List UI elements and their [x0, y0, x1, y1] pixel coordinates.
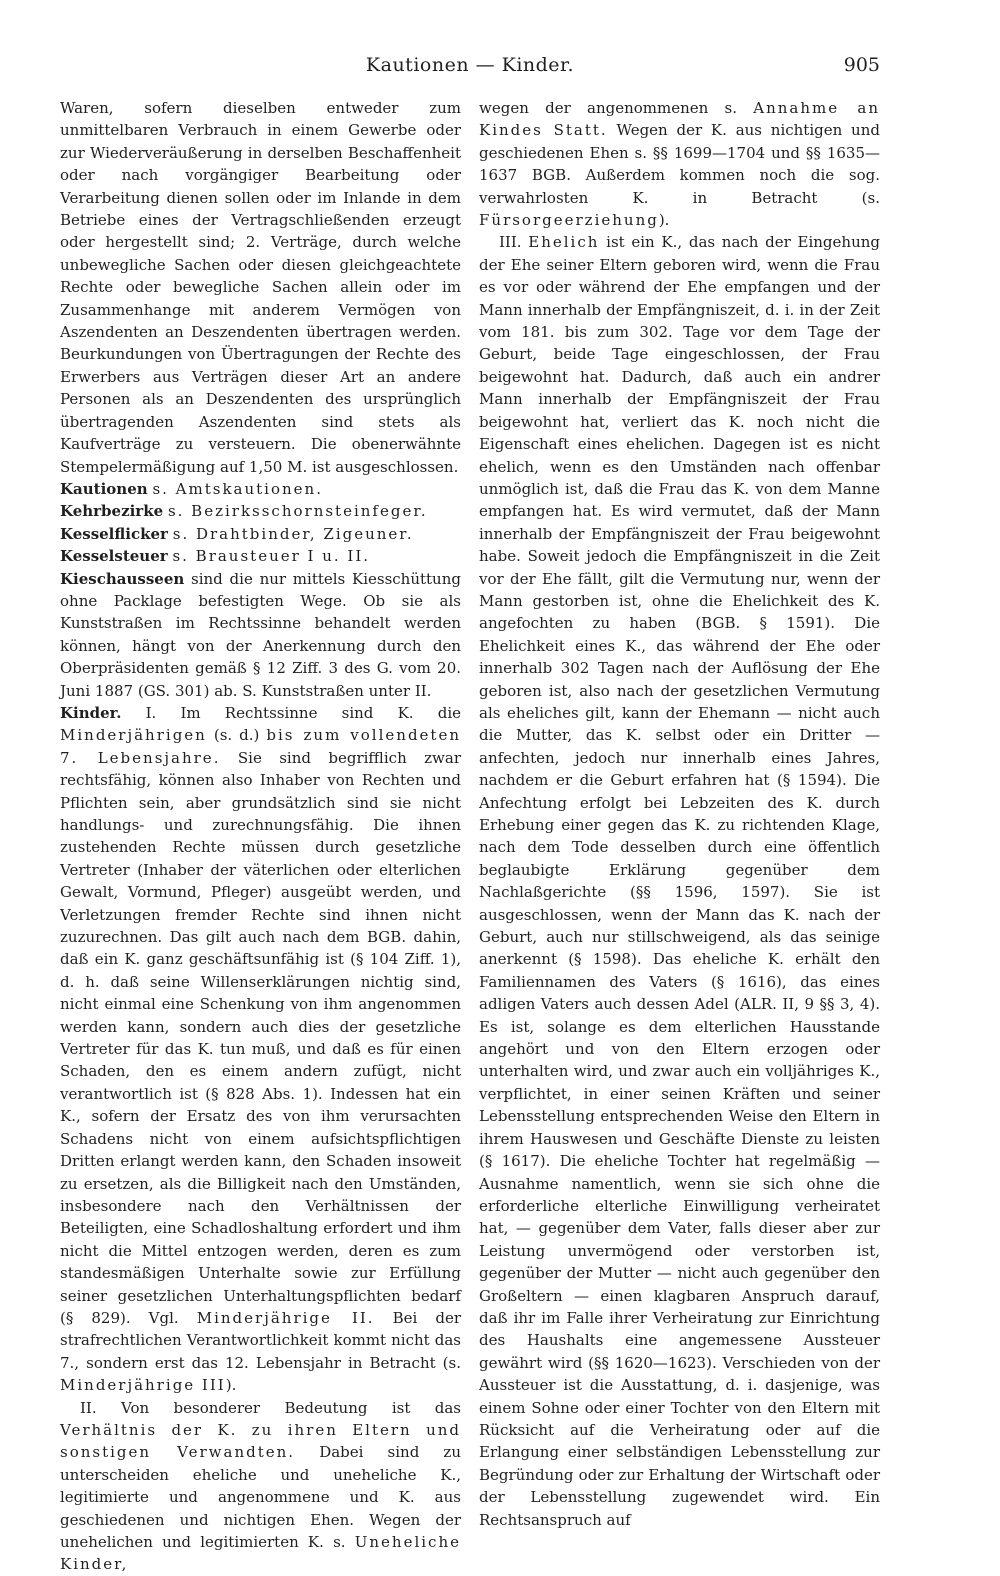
- page-header: [60, 48, 880, 88]
- paragraph-text: II. Von besonderer Bedeutung ist das: [80, 1398, 461, 1417]
- cross-reference: s. Brausteuer I u. II.: [172, 547, 371, 566]
- entry-kinder: [60, 702, 461, 1397]
- text-columns: [60, 97, 880, 1574]
- paragraph-continuation: Waren, sofern dieselben entweder zum unmittelbaren Verbrauch in einem Gewerbe oder zur Wiederveräußerung in derselben Beschaffenheit oder nach vorgängiger Bearbeitung oder Verarbeitung dienen sollen oder im Inlande in dem Betriebe eines der Vertragschließenden erzeugt oder hergestellt sind; 2. Verträge, durch welche unbewegliche Sachen oder diesen gleichgeachtete Rechte oder bewegliche Sachen allein oder im Zusammenhange mit anderem Vermögen von Aszendenten an Deszendenten übertragen werden. Beurkundungen von Übertragungen der Rechte des Erwerbers aus Verträgen dieser Art an andere Personen als an Deszendenten des ursprünglich übertragenden Aszendenten sind stets als Kaufverträge zu versteuern. Die obenerwähnte Stempelermäßigung auf 1,50 M. ist ausgeschlossen.: [60, 99, 461, 476]
- spaced-term: Ehelich: [528, 233, 600, 252]
- paragraph-continuation: [479, 97, 880, 231]
- left-column: [60, 97, 461, 1574]
- spaced-term: Verhältnis der K. zu ihren Eltern und sonstigen Verwandten.: [60, 1420, 461, 1462]
- entry-headword: Kieschausseen: [60, 569, 185, 588]
- cross-reference: s. Bezirksschornsteinfeger.: [167, 502, 428, 521]
- running-head: Kautionen — Kinder.: [365, 54, 575, 76]
- paragraph-section-ii: [60, 1397, 461, 1576]
- paragraph-text: III.: [499, 233, 522, 252]
- spaced-term: Minderjährigen: [60, 726, 207, 745]
- cross-reference: s. Amtskautionen.: [152, 479, 323, 498]
- entry-text: sind die nur mittels Kiesschüttung ohne Packlage befestigten Wege. Ob sie als Kunststraßen im Rechtssinne behandelt werden können, hängt von der Anerkennung durch den Oberpräsidenten gemäß § 12 Ziff. 3 des G. vom 20. Juni 1887 (GS. 301) ab. S. Kunststraßen unter II.: [60, 569, 461, 700]
- entry-headword: Kesselsteuer: [60, 547, 168, 566]
- spaced-term: Minderjährige III: [60, 1376, 226, 1395]
- entry-kautionen: [60, 478, 461, 500]
- entry-kieschausseen: [60, 568, 461, 702]
- entry-text: Bei der strafrechtlichen Verantwortlichkeit kommt nicht das 7., sondern erst das 12. Lebensjahr in Betracht (s.: [60, 1308, 461, 1372]
- paragraph-text: Dabei sind zu unterscheiden eheliche und uneheliche K., legitimierte und angenommene und K. aus geschiedenen und nichtigen Ehen. Wegen der unehelichen und legitimierten K. s.: [60, 1443, 461, 1551]
- right-column: [479, 97, 880, 1529]
- entry-text: I. Im Rechtssinne sind K. die: [145, 703, 461, 722]
- entry-headword: Kautionen: [60, 479, 148, 498]
- entry-headword: Kinder.: [60, 703, 122, 722]
- spaced-term: Uneheliche Kinder,: [60, 1533, 461, 1574]
- entry-text: Sie sind begrifflich zwar rechtsfähig, können also Inhaber von Rechten und Pflichten sein, aber grundsätzlich sind sie nicht handlungs- und zurechnungsfähig. Die ihnen zustehenden Rechte müssen durch gesetzliche Vertreter (Inhaber der väterlichen oder elterlichen Gewalt, Vormund, Pfleger) ausgeübt werden, und Verletzungen fremder Rechte sind ihnen nicht zuzurechnen. Das gilt auch nach dem BGB. dahin, daß ein K. ganz geschäftsunfähig ist (§ 104 Ziff. 1), d. h. daß seine Willenserklärungen nichtig sind, nicht einmal eine Schenkung von ihm angenommen werden kann, sondern auch dies der gesetzliche Vertreter für das K. tun muß, und daß es für einen Schaden, den es einem andern zufügt, nicht verantwortlich ist (§ 828 Abs. 1). Indessen hat ein K., sofern der Ersatz des von ihm verursachten Schadens nicht von einem aufsichtspflichtigen Dritten erlangt werden kann, den Schaden insoweit zu ersetzen, als die Billigkeit nach den Umständen, insbesondere nach den Verhältnissen der Beteiligten, eine Schadloshaltung erfordert und ihm nicht die Mittel entzogen werden, deren es zum standesmäßigen Unterhalte sowie zur Erfüllung seiner gesetzlichen Unterhaltungspflichten bedarf (§ 829). Vgl.: [60, 748, 461, 1327]
- paragraph-text: Wegen der K. aus nichtigen und geschiedenen Ehen s. §§ 1699—1704 und §§ 1635—1637 BGB. Außerdem kommen noch die sog. verwahrlosten K. in Betracht (s.: [479, 121, 880, 207]
- paragraph-text: ist ein K., das nach der Eingehung der Ehe seiner Eltern geboren wird, wenn die Frau es vor oder während der Ehe empfangen und der Mann innerhalb der Empfängniszeit, d. i. in der Zeit vom 181. bis zum 302. Tage vor dem Tage der Geburt, beide Tage eingeschlossen, der Frau beigewohnt hat. Dadurch, daß auch ein andrer Mann innerhalb der Empfängniszeit der Frau beigewohnt hat, verliert das K. noch nicht die Eigenschaft eines ehelichen. Dagegen ist es nicht ehelich, wenn es den Umständen nach offenbar unmöglich ist, daß die Frau das K. von dem Manne empfangen hat. Es wird vermutet, daß der Mann innerhalb der Empfängniszeit der Frau beigewohnt habe. Soweit jedoch die Empfängniszeit in die Zeit vor der Ehe fällt, gilt die Vermutung nur, wenn der Mann gestorben ist, ohne die Ehelichkeit des K. angefochten zu haben (BGB. § 1591). Die Ehelichkeit eines K., das während der Ehe oder innerhalb 302 Tagen nach der Auflösung der Ehe geboren ist, also nach der gesetzlichen Vermutung als eheliches gilt, kann der Ehemann — nicht auch die Mutter, das K. selbst oder ein Dritter — anfechten, jedoch nur innerhalb eines Jahres, nachdem er die Geburt erfahren hat (§ 1594). Die Anfechtung erfolgt bei Lebzeiten des K. durch Erhebung einer gegen das K. zu richtenden Klage, nach dem Tode desselben durch eine öffentlich beglaubigte Erklärung gegenüber dem Nachlaßgerichte (§§ 1596, 1597). Sie ist ausgeschlossen, wenn der Mann das K. nach der Geburt, auch nur stillschweigend, als das seinige anerkennt (§ 1598). Das eheliche K. erhält den Familiennamen des Vaters (§ 1616), das eines adligen Vaters auch dessen Adel (ALR. II, 9 §§ 3, 4). Es ist, solange es dem elterlichen Hausstande angehört und von den Eltern erzogen oder unterhalten wird, und zwar auch ein volljähriges K., verpflichtet, in einer seinen Kräften und seiner Lebensstellung entsprechenden Weise den Eltern in ihrem Hauswesen und Geschäfte Dienste zu leisten (§ 1617). Die eheliche Tochter hat regelmäßig — Ausnahme namentlich, wenn sie sich ohne die erforderliche elterliche Einwilligung verheiratet hat, — gegenüber dem Vater, falls dieser aber zur Leistung unvermögend oder verstorben ist, gegenüber der Mutter — nicht auch gegenüber den Großeltern — einen klagbaren Anspruch darauf, daß ihr im Falle ihrer Verheiratung zur Einrichtung des Haushalts eine angemessene Aussteuer gewährt wird (§§ 1620—1623). Verschieden von der Aussteuer ist die Ausstattung, d. i. dasjenige, was einem Sohne oder einer Tochter von den Eltern mit Rücksicht auf die Verheiratung oder auf die Erlangung einer selbständigen Lebensstellung zur Begründung oder zur Erhaltung der Wirtschaft oder der Lebensstellung zugewendet wird. Ein Rechtsanspruch auf: [479, 233, 880, 1529]
- cross-reference: s. Drahtbinder, Zigeuner.: [172, 524, 414, 543]
- entry-kesselsteuer: [60, 545, 461, 567]
- entry-text: (s. d.): [213, 726, 260, 745]
- paragraph-text: wegen der angenommenen s.: [479, 99, 738, 117]
- paragraph-text: ).: [658, 211, 670, 230]
- paragraph-section-iii: [479, 231, 880, 1531]
- spaced-term: Fürsorgeerziehung: [479, 211, 659, 230]
- spaced-term: Annahme an Kindes Statt.: [479, 99, 880, 140]
- page-number: 905: [843, 54, 880, 76]
- entry-headword: Kehrbezirke: [60, 502, 164, 521]
- entry-kehrbezirke: [60, 500, 461, 522]
- entry-kesselflicker: [60, 523, 461, 545]
- entry-headword: Kesselflicker: [60, 524, 168, 543]
- spaced-term: bis zum vollendeten 7. Lebensjahre.: [60, 726, 461, 767]
- spaced-term: Minderjährige II.: [196, 1308, 375, 1327]
- entry-text: ).: [225, 1376, 237, 1395]
